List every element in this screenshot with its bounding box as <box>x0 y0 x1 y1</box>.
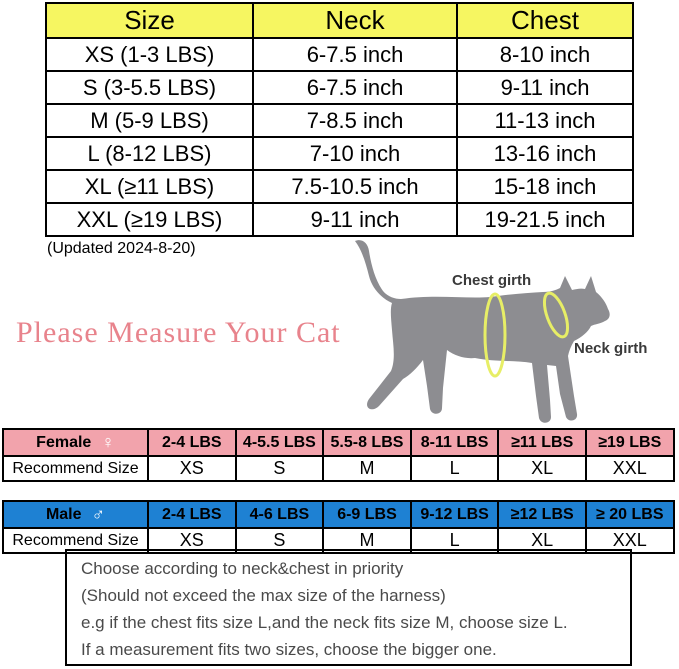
note-line: Choose according to neck&chest in priority <box>81 559 404 578</box>
female-size-table <box>2 428 675 482</box>
female-icon: ♀ <box>101 432 115 452</box>
neck-cell: 6-7.5 inch <box>252 39 456 70</box>
neck-cell: 9-11 inch <box>252 204 456 235</box>
male-icon: ♂ <box>91 504 106 524</box>
chest-cell: 13-16 inch <box>456 138 632 169</box>
chest-cell: 8-10 inch <box>456 39 632 70</box>
male-label-cell <box>4 502 147 527</box>
cat-silhouette-illustration <box>345 238 615 428</box>
recommend-size-label: Recommend Size <box>12 531 139 549</box>
weight-cell: 2-4 LBS <box>147 430 235 455</box>
weight-cell: 4-5.5 LBS <box>235 430 323 455</box>
chest-cell: 11-13 inch <box>456 105 632 136</box>
male-size-table <box>2 500 675 554</box>
neck-girth-label: Neck girth <box>574 340 648 357</box>
chest-cell: 19-21.5 inch <box>456 204 632 235</box>
table-row <box>47 103 632 136</box>
weight-cell: 8-11 LBS <box>410 430 498 455</box>
size-cell: S (3-5.5 LBS) <box>82 74 217 100</box>
updated-date-note: (Updated 2024-8-20) <box>47 240 196 257</box>
size-value-cell: XS <box>147 529 235 552</box>
female-header-row <box>4 430 673 455</box>
table-row <box>47 37 632 70</box>
size-cell: XXL (≥19 LBS) <box>76 206 223 232</box>
female-sizes-row <box>4 455 673 480</box>
size-table-header-row <box>47 4 632 37</box>
note-line: If a measurement fits two sizes, choose the bigger one. <box>81 640 497 659</box>
weight-cell: 4-6 LBS <box>235 502 323 527</box>
size-value-cell: XL <box>497 457 585 480</box>
weight-cell: ≥19 LBS <box>585 430 673 455</box>
weight-cell: 2-4 LBS <box>147 502 235 527</box>
size-value-cell: S <box>235 529 323 552</box>
neck-cell: 7.5-10.5 inch <box>252 171 456 202</box>
size-value-cell: L <box>410 457 498 480</box>
size-value-cell: M <box>322 457 410 480</box>
note-line: e.g if the chest fits size L,and the neck fits size M, choose size L. <box>81 613 568 632</box>
weight-cell: ≥ 20 LBS <box>585 502 673 527</box>
neck-cell: 7-10 inch <box>252 138 456 169</box>
size-cell: M (5-9 LBS) <box>90 107 209 133</box>
female-label-cell <box>4 430 147 455</box>
size-value-cell: L <box>410 529 498 552</box>
size-value-cell: XL <box>497 529 585 552</box>
chest-cell: 15-18 inch <box>456 171 632 202</box>
recommend-size-label: Recommend Size <box>12 459 139 477</box>
neck-cell: 6-7.5 inch <box>252 72 456 103</box>
chest-girth-label: Chest girth <box>452 272 532 289</box>
size-table-header-chest: Chest <box>456 4 632 37</box>
table-row <box>47 136 632 169</box>
size-table-header-size: Size <box>124 5 175 35</box>
weight-cell: 5.5-8 LBS <box>322 430 410 455</box>
size-cell: XS (1-3 LBS) <box>84 41 215 67</box>
size-cell: XL (≥11 LBS) <box>84 173 215 199</box>
chest-cell: 9-11 inch <box>456 72 632 103</box>
weight-cell: 6-9 LBS <box>322 502 410 527</box>
note-line: (Should not exceed the max size of the harness) <box>81 586 446 605</box>
size-value-cell: S <box>235 457 323 480</box>
weight-cell: ≥12 LBS <box>497 502 585 527</box>
table-row <box>47 70 632 103</box>
weight-cell: ≥11 LBS <box>497 430 585 455</box>
measure-title: Please Measure Your Cat <box>16 316 341 349</box>
table-row <box>47 202 632 235</box>
size-value-cell: XXL <box>585 457 673 480</box>
table-row <box>47 169 632 202</box>
size-cell: L (8-12 LBS) <box>87 140 212 166</box>
female-label: Female <box>36 433 92 451</box>
male-header-row <box>4 502 673 527</box>
size-table <box>45 2 634 237</box>
size-value-cell: XXL <box>585 529 673 552</box>
male-label: Male <box>45 505 82 523</box>
cat-body-shape <box>355 240 610 423</box>
size-value-cell: M <box>322 529 410 552</box>
size-value-cell: XS <box>147 457 235 480</box>
neck-cell: 7-8.5 inch <box>252 105 456 136</box>
fitting-notes-box <box>65 549 632 666</box>
weight-cell: 9-12 LBS <box>410 502 498 527</box>
size-table-header-neck: Neck <box>252 4 456 37</box>
